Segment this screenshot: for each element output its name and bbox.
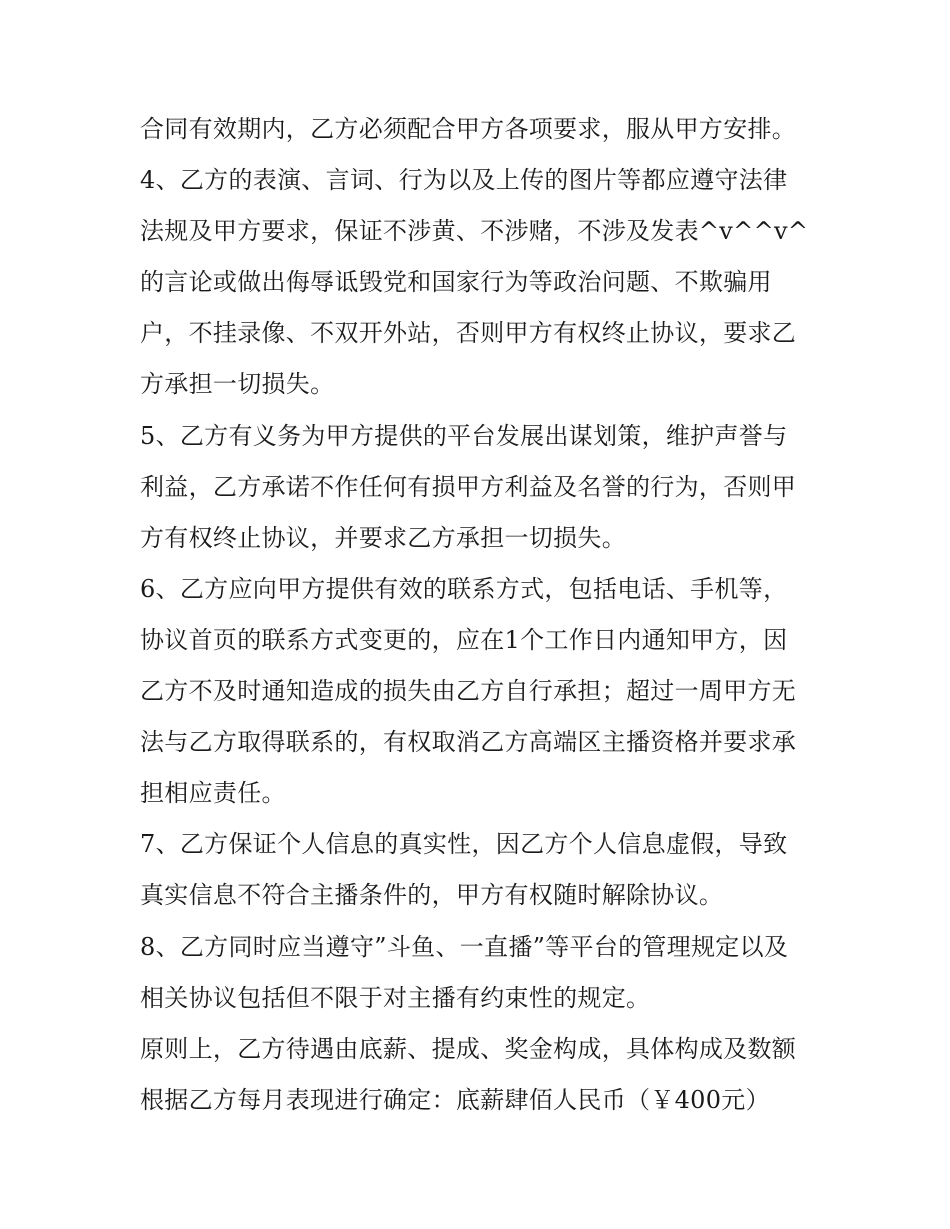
text-line: 担相应责任。: [140, 779, 286, 808]
text-line: 方有权终止协议，并要求乙方承担一切损失。: [140, 523, 626, 552]
text-line: 7、乙方保证个人信息的真实性，因乙方个人信息虚假，导致: [140, 830, 788, 859]
text-line: 合同有效期内，乙方必须配合甲方各项要求，服从甲方安排。: [140, 115, 797, 143]
text-line: 原则上，乙方待遇由底薪、提成、奖金构成，具体构成及数额: [140, 1034, 797, 1063]
text-line: 户，不挂录像、不双开外站，否则甲方有权终止协议，要求乙: [140, 319, 797, 348]
text-line: 法与乙方取得联系的，有权取消乙方高端区主播资格并要求承: [140, 728, 797, 757]
text-line: 6、乙方应向甲方提供有效的联系方式，包括电话、手机等，: [140, 574, 788, 603]
text-line: 4、乙方的表演、言词、行为以及上传的图片等都应遵守法律: [140, 166, 788, 195]
text-line: 的言论或做出侮辱诋毁党和国家行为等政治问题、不欺骗用: [140, 268, 772, 297]
text-line: 8、乙方同时应当遵守”斗鱼、一直播”等平台的管理规定以及: [140, 932, 789, 961]
text-line: 方承担一切损失。: [140, 370, 335, 399]
text-line: 利益，乙方承诺不作任何有损甲方利益及名誉的行为，否则甲: [140, 472, 797, 501]
text-line: 协议首页的联系方式变更的，应在1个工作日内通知甲方，因: [140, 625, 788, 654]
text-line: 法规及甲方要求，保证不涉黄、不涉赌，不涉及发表^v^^v^: [140, 217, 809, 246]
text-line: 相关协议包括但不限于对主播有约束性的规定。: [140, 983, 651, 1012]
document-page: [140, 104, 820, 1126]
text-line: 真实信息不符合主播条件的，甲方有权随时解除协议。: [140, 881, 724, 910]
text-line: 5、乙方有义务为甲方提供的平台发展出谋划策，维护声誉与: [140, 421, 788, 450]
text-line: 乙方不及时通知造成的损失由乙方自行承担；超过一周甲方无: [140, 677, 797, 706]
text-line: 根据乙方每月表现进行确定：底薪肆佰人民币（￥400元）: [140, 1085, 770, 1114]
